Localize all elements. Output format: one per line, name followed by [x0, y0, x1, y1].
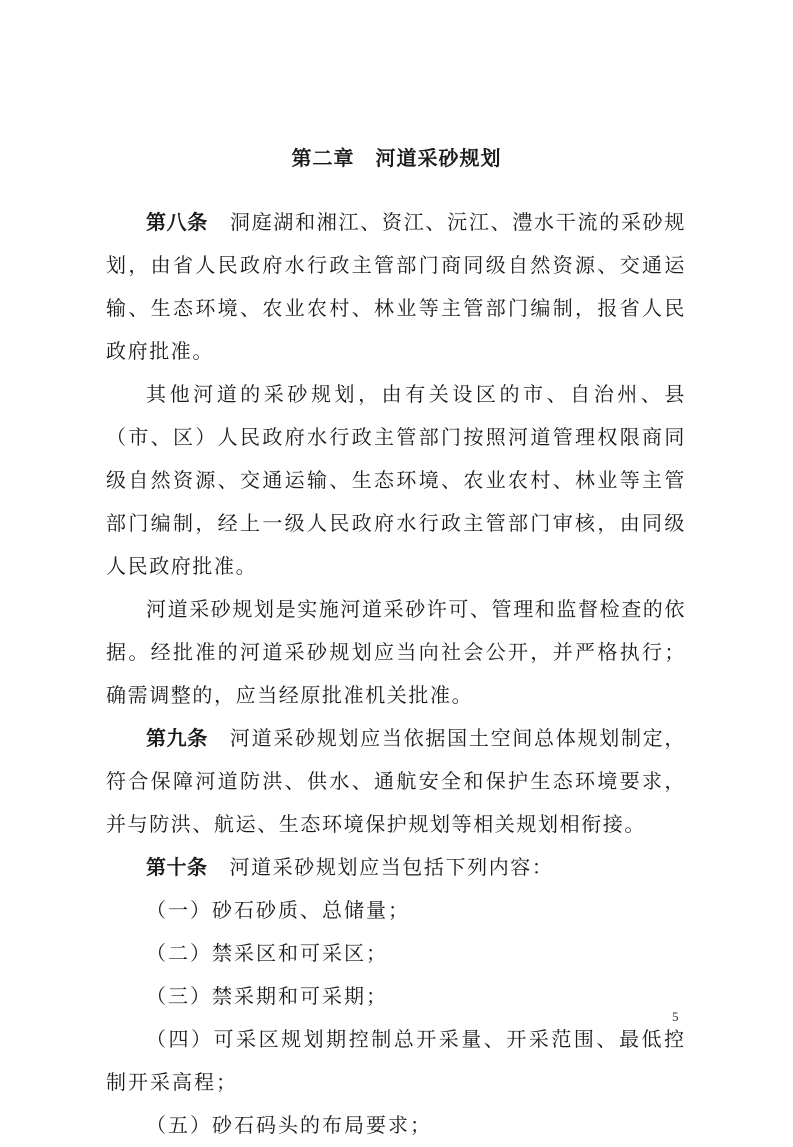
list-item-4 [106, 1018, 686, 1104]
list-item-2 [106, 932, 686, 975]
article-number: 第八条 [146, 210, 208, 234]
article-number: 第九条 [146, 726, 208, 750]
article-9-paragraph [106, 717, 686, 846]
list-item-text: （二）禁采区和可采区； [146, 941, 388, 965]
article-10-paragraph [106, 846, 686, 889]
list-item-text: （三）禁采期和可采期； [146, 984, 388, 1008]
paragraph-text: 其他河道的采砂规划，由有关设区的市、自治州、县（市、区）人民政府水行政主管部门按照河道管理权限商同级自然资源、交通运输、生态环境、农业农村、林业等主管部门编制，经上一级人民政府水行政主管部门审核，由同级人民政府批准。 [106, 382, 686, 578]
chapter-title: 第二章 河道采砂规划 [291, 146, 502, 170]
page-number: 5 [672, 1009, 679, 1024]
paragraph-text: 河道采砂规划应当包括下列内容： [229, 855, 554, 879]
article-number: 第十条 [146, 855, 208, 879]
article-8-paragraph-2 [106, 373, 686, 588]
paragraph-text: 河道采砂规划是实施河道采砂许可、管理和监督检查的依据。经批准的河道采砂规划应当向社会公开，并严格执行；确需调整的，应当经原批准机关批准。 [106, 597, 686, 707]
list-item-5 [106, 1104, 686, 1147]
article-8-paragraph [106, 201, 686, 373]
list-item-text: （一）砂石砂质、总储量； [146, 898, 410, 922]
list-item-3 [106, 975, 686, 1018]
list-item-1 [106, 889, 686, 932]
body-text [106, 201, 686, 1147]
paragraph-text: 洞庭湖和湘江、资江、沅江、澧水干流的采砂规划，由省人民政府水行政主管部门商同级自然资源、交通运输、生态环境、农业农村、林业等主管部门编制，报省人民政府批准。 [106, 210, 687, 363]
list-item-text: （四）可采区规划期控制总开采量、开采范围、最低控制开采高程； [106, 1027, 686, 1094]
list-item-text: （五）砂石码头的布局要求； [146, 1113, 432, 1137]
article-8-paragraph-3 [106, 588, 686, 717]
paragraph-text: 河道采砂规划应当依据国土空间总体规划制定，符合保障河道防洪、供水、通航安全和保护生态环境要求，并与防洪、航运、生态环境保护规划等相关规划相衔接。 [106, 726, 687, 836]
